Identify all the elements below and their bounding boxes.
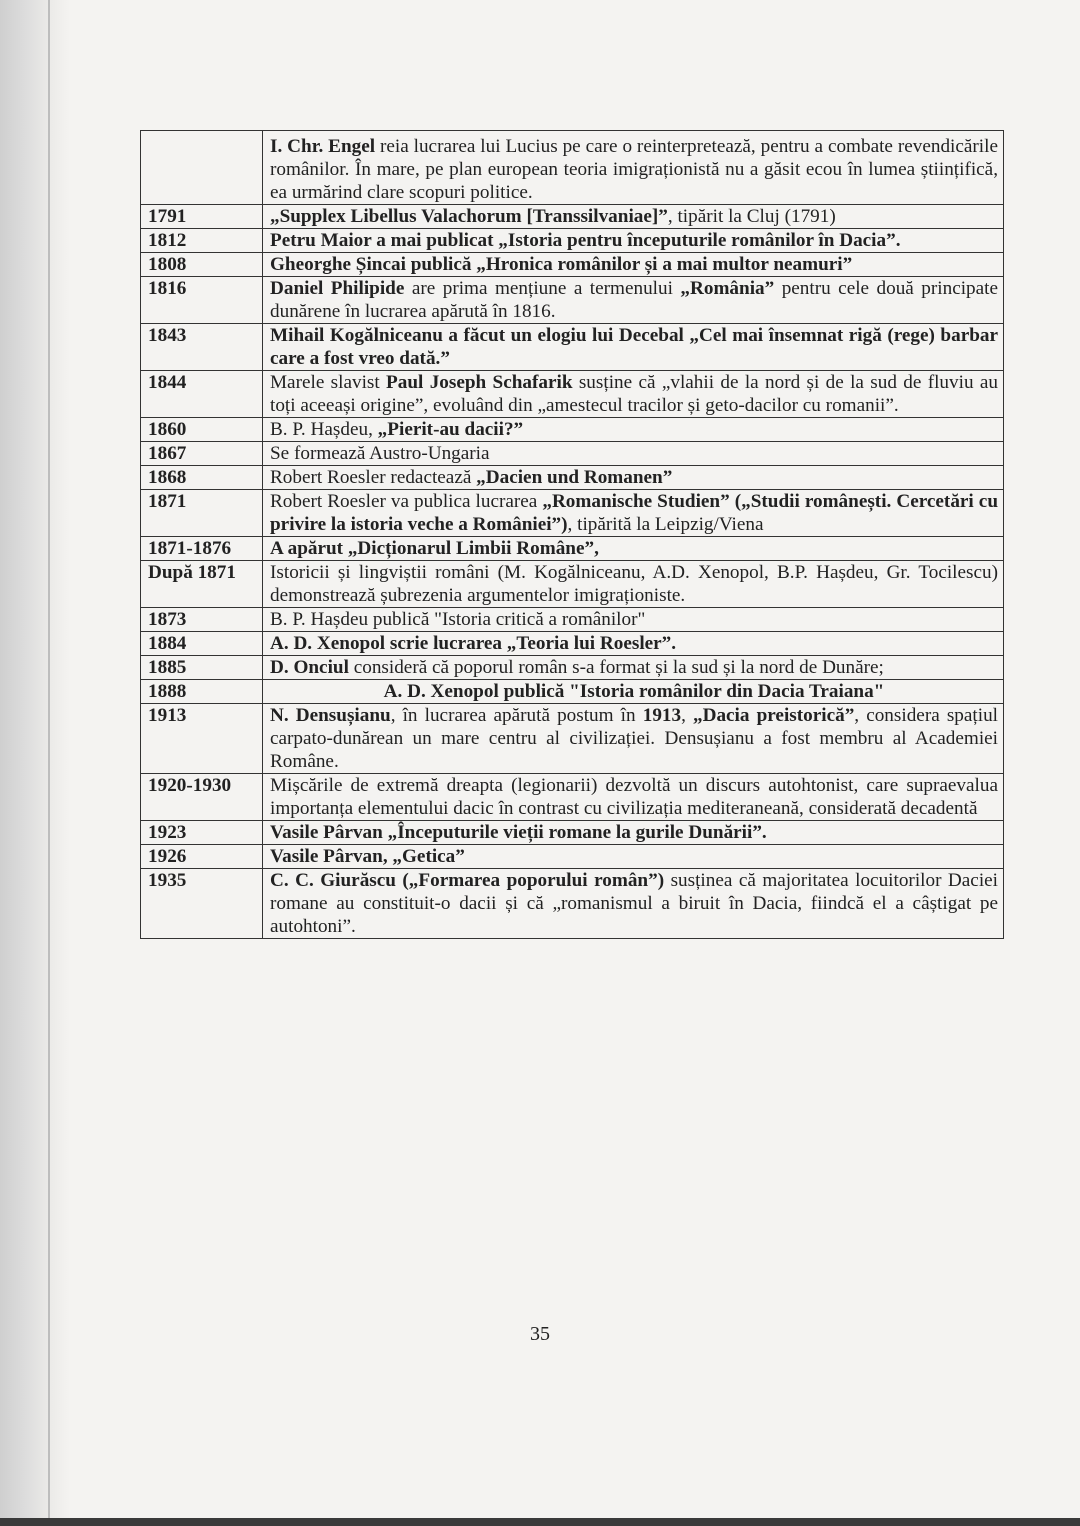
year-cell: 1935: [141, 869, 263, 939]
year-cell: 1843: [141, 324, 263, 371]
bold-text-segment: D. Onciul: [270, 657, 349, 678]
bold-text-segment: „Romanische Studien” („Studii românești. Cercetări cu privire la istoria veche a României”): [270, 491, 998, 535]
bold-text-segment: „Dacien und Romanen”: [476, 467, 673, 488]
table-row: [141, 205, 1004, 229]
text-segment: are prima mențiune a termenului: [404, 278, 681, 299]
book-gutter-shadow: [0, 0, 70, 1526]
description-cell: [263, 632, 1004, 656]
year-cell: 1808: [141, 253, 263, 277]
table-row: [141, 442, 1004, 466]
text-segment: ,: [681, 705, 693, 726]
table-row: [141, 253, 1004, 277]
bold-text-segment: Mihail Kogălniceanu a făcut un elogiu lui Decebal „Cel mai însemnat rigă (rege) barbar care a fost vreo dată.”: [270, 325, 998, 369]
bold-text-segment: „Supplex Libellus Valachorum [Transsilvaniae]”: [270, 206, 668, 227]
bold-text-segment: A apărut „Dicționarul Limbii Române”,: [270, 538, 599, 559]
bold-text-segment: I. Chr. Engel: [270, 136, 376, 157]
description-cell: [263, 845, 1004, 869]
year-cell: 1871: [141, 490, 263, 537]
table-row: [141, 608, 1004, 632]
table-row: [141, 490, 1004, 537]
table-row: [141, 131, 1004, 205]
bold-text-segment: A. D. Xenopol publică "Istoria românilor din Dacia Traiana": [383, 681, 885, 702]
bold-text-segment: „Dacia preistorică”: [693, 705, 855, 726]
description-cell: [263, 131, 1004, 205]
year-cell: 1926: [141, 845, 263, 869]
table-row: [141, 821, 1004, 845]
description-cell: [263, 418, 1004, 442]
table-row: [141, 704, 1004, 774]
text-segment: B. P. Hașdeu publică "Istoria critică a românilor": [270, 609, 646, 630]
table-row: [141, 418, 1004, 442]
description-cell: [263, 371, 1004, 418]
bold-text-segment: A. D. Xenopol scrie lucrarea „Teoria lui Roesler”.: [270, 633, 677, 654]
description-cell: [263, 277, 1004, 324]
table-row: [141, 869, 1004, 939]
year-cell: 1923: [141, 821, 263, 845]
text-segment: susținea că majoritatea locuitorilor Daciei romane au constituit-o dacii și că „romanismul a biruit în Dacia, fiindcă el a câștigat pe autohtoni”.: [270, 870, 998, 937]
year-cell: [141, 131, 263, 205]
year-cell: 1868: [141, 466, 263, 490]
table-row: [141, 466, 1004, 490]
table-row: [141, 561, 1004, 608]
bold-text-segment: N. Densușianu: [270, 705, 391, 726]
table-row: [141, 371, 1004, 418]
chronology-table-body: [141, 131, 1004, 939]
bold-text-segment: Vasile Pârvan, „Getica”: [270, 846, 465, 867]
chronology-table: [140, 130, 1004, 939]
table-row: [141, 845, 1004, 869]
description-cell: [263, 608, 1004, 632]
year-cell: 1913: [141, 704, 263, 774]
description-cell: [263, 490, 1004, 537]
year-cell: 1816: [141, 277, 263, 324]
table-row: [141, 324, 1004, 371]
year-cell: 1885: [141, 656, 263, 680]
description-cell: [263, 680, 1004, 704]
scan-bottom-edge: [0, 1518, 1080, 1526]
text-segment: consideră că poporul român s-a format și la sud și la nord de Dunăre;: [348, 657, 884, 678]
year-cell: 1884: [141, 632, 263, 656]
description-cell: [263, 229, 1004, 253]
text-segment: , în lucrarea apărută postum în: [390, 705, 643, 726]
text-segment: Istoricii și lingviștii români (M. Kogălniceanu, A.D. Xenopol, B.P. Hașdeu, Gr. Tocilescu) demonstrează șubrezenia argumentelor imigraționiste.: [270, 562, 998, 606]
description-cell: [263, 656, 1004, 680]
bold-text-segment: Daniel Philipide: [270, 278, 405, 299]
table-row: [141, 229, 1004, 253]
text-segment: pentru cele două principate dunărene în lucrarea apărută în 1816.: [270, 278, 999, 322]
text-segment: Marele slavist: [270, 372, 387, 393]
bold-text-segment: 1913: [642, 705, 682, 726]
bold-text-segment: C. C. Giurăscu („Formarea poporului român”): [270, 870, 665, 891]
year-cell: 1871-1876: [141, 537, 263, 561]
bold-text-segment: Paul Joseph Schafarik: [386, 372, 573, 393]
bold-text-segment: Vasile Pârvan „Începuturile vieții romane la gurile Dunării”.: [270, 822, 767, 843]
text-segment: Robert Roesler redactează: [270, 467, 477, 488]
description-cell: [263, 821, 1004, 845]
description-cell: [263, 253, 1004, 277]
text-segment: reia lucrarea lui Lucius pe care o reinterpretează, pentru a combate revendicările românilor. În mare, pe plan european teoria imigraționistă nu a găsit ecou în lumea științifică, ea urmărind clare scopuri politice.: [270, 136, 998, 203]
table-row: [141, 656, 1004, 680]
description-cell: [263, 774, 1004, 821]
page-number: 35: [530, 1323, 550, 1345]
text-segment: , tipărit la Cluj (1791): [667, 206, 836, 227]
description-cell: [263, 561, 1004, 608]
table-row: [141, 632, 1004, 656]
table-row: [141, 537, 1004, 561]
text-segment: Robert Roesler va publica lucrarea: [270, 491, 543, 512]
bold-text-segment: „România”: [680, 278, 775, 299]
description-cell: [263, 869, 1004, 939]
year-cell: 1844: [141, 371, 263, 418]
year-cell: 1860: [141, 418, 263, 442]
description-cell: [263, 205, 1004, 229]
year-cell: 1873: [141, 608, 263, 632]
text-segment: susține că „vlahii de la nord și de la sud de fluviu au toți aceeași origine”, evoluând din „amestecul tracilor și geto-dacilor cu romanii”.: [270, 372, 998, 416]
bold-text-segment: „Pierit-au dacii?”: [377, 419, 524, 440]
year-cell: 1791: [141, 205, 263, 229]
description-cell: [263, 704, 1004, 774]
bold-text-segment: Gheorghe Șincai publică „Hronica românilor și a mai multor neamuri”: [270, 254, 853, 275]
description-cell: [263, 324, 1004, 371]
table-row: [141, 680, 1004, 704]
year-cell: 1920-1930: [141, 774, 263, 821]
year-cell: După 1871: [141, 561, 263, 608]
year-cell: 1888: [141, 680, 263, 704]
text-segment: B. P. Hașdeu,: [270, 419, 378, 440]
text-segment: Mișcările de extremă dreapta (legionarii) dezvoltă un discurs autohtonist, care supraevalua importanța elementului dacic în contrast cu civilizația mediteraneană, considerată decadentă: [270, 775, 998, 819]
description-cell: [263, 537, 1004, 561]
text-segment: , considera spațiul carpato-dunărean un mare centru al civilizației. Densușianu a fost membru al Academiei Române.: [270, 705, 998, 772]
bold-text-segment: Petru Maior a mai publicat „Istoria pentru începuturile românilor în Dacia”.: [270, 230, 901, 251]
year-cell: 1812: [141, 229, 263, 253]
table-row: [141, 277, 1004, 324]
year-cell: 1867: [141, 442, 263, 466]
description-cell: [263, 466, 1004, 490]
description-cell: [263, 442, 1004, 466]
text-segment: , tipărită la Leipzig/Viena: [567, 514, 764, 535]
text-segment: Se formează Austro-Ungaria: [270, 443, 490, 464]
table-row: [141, 774, 1004, 821]
page-fold-line: [48, 0, 50, 1526]
